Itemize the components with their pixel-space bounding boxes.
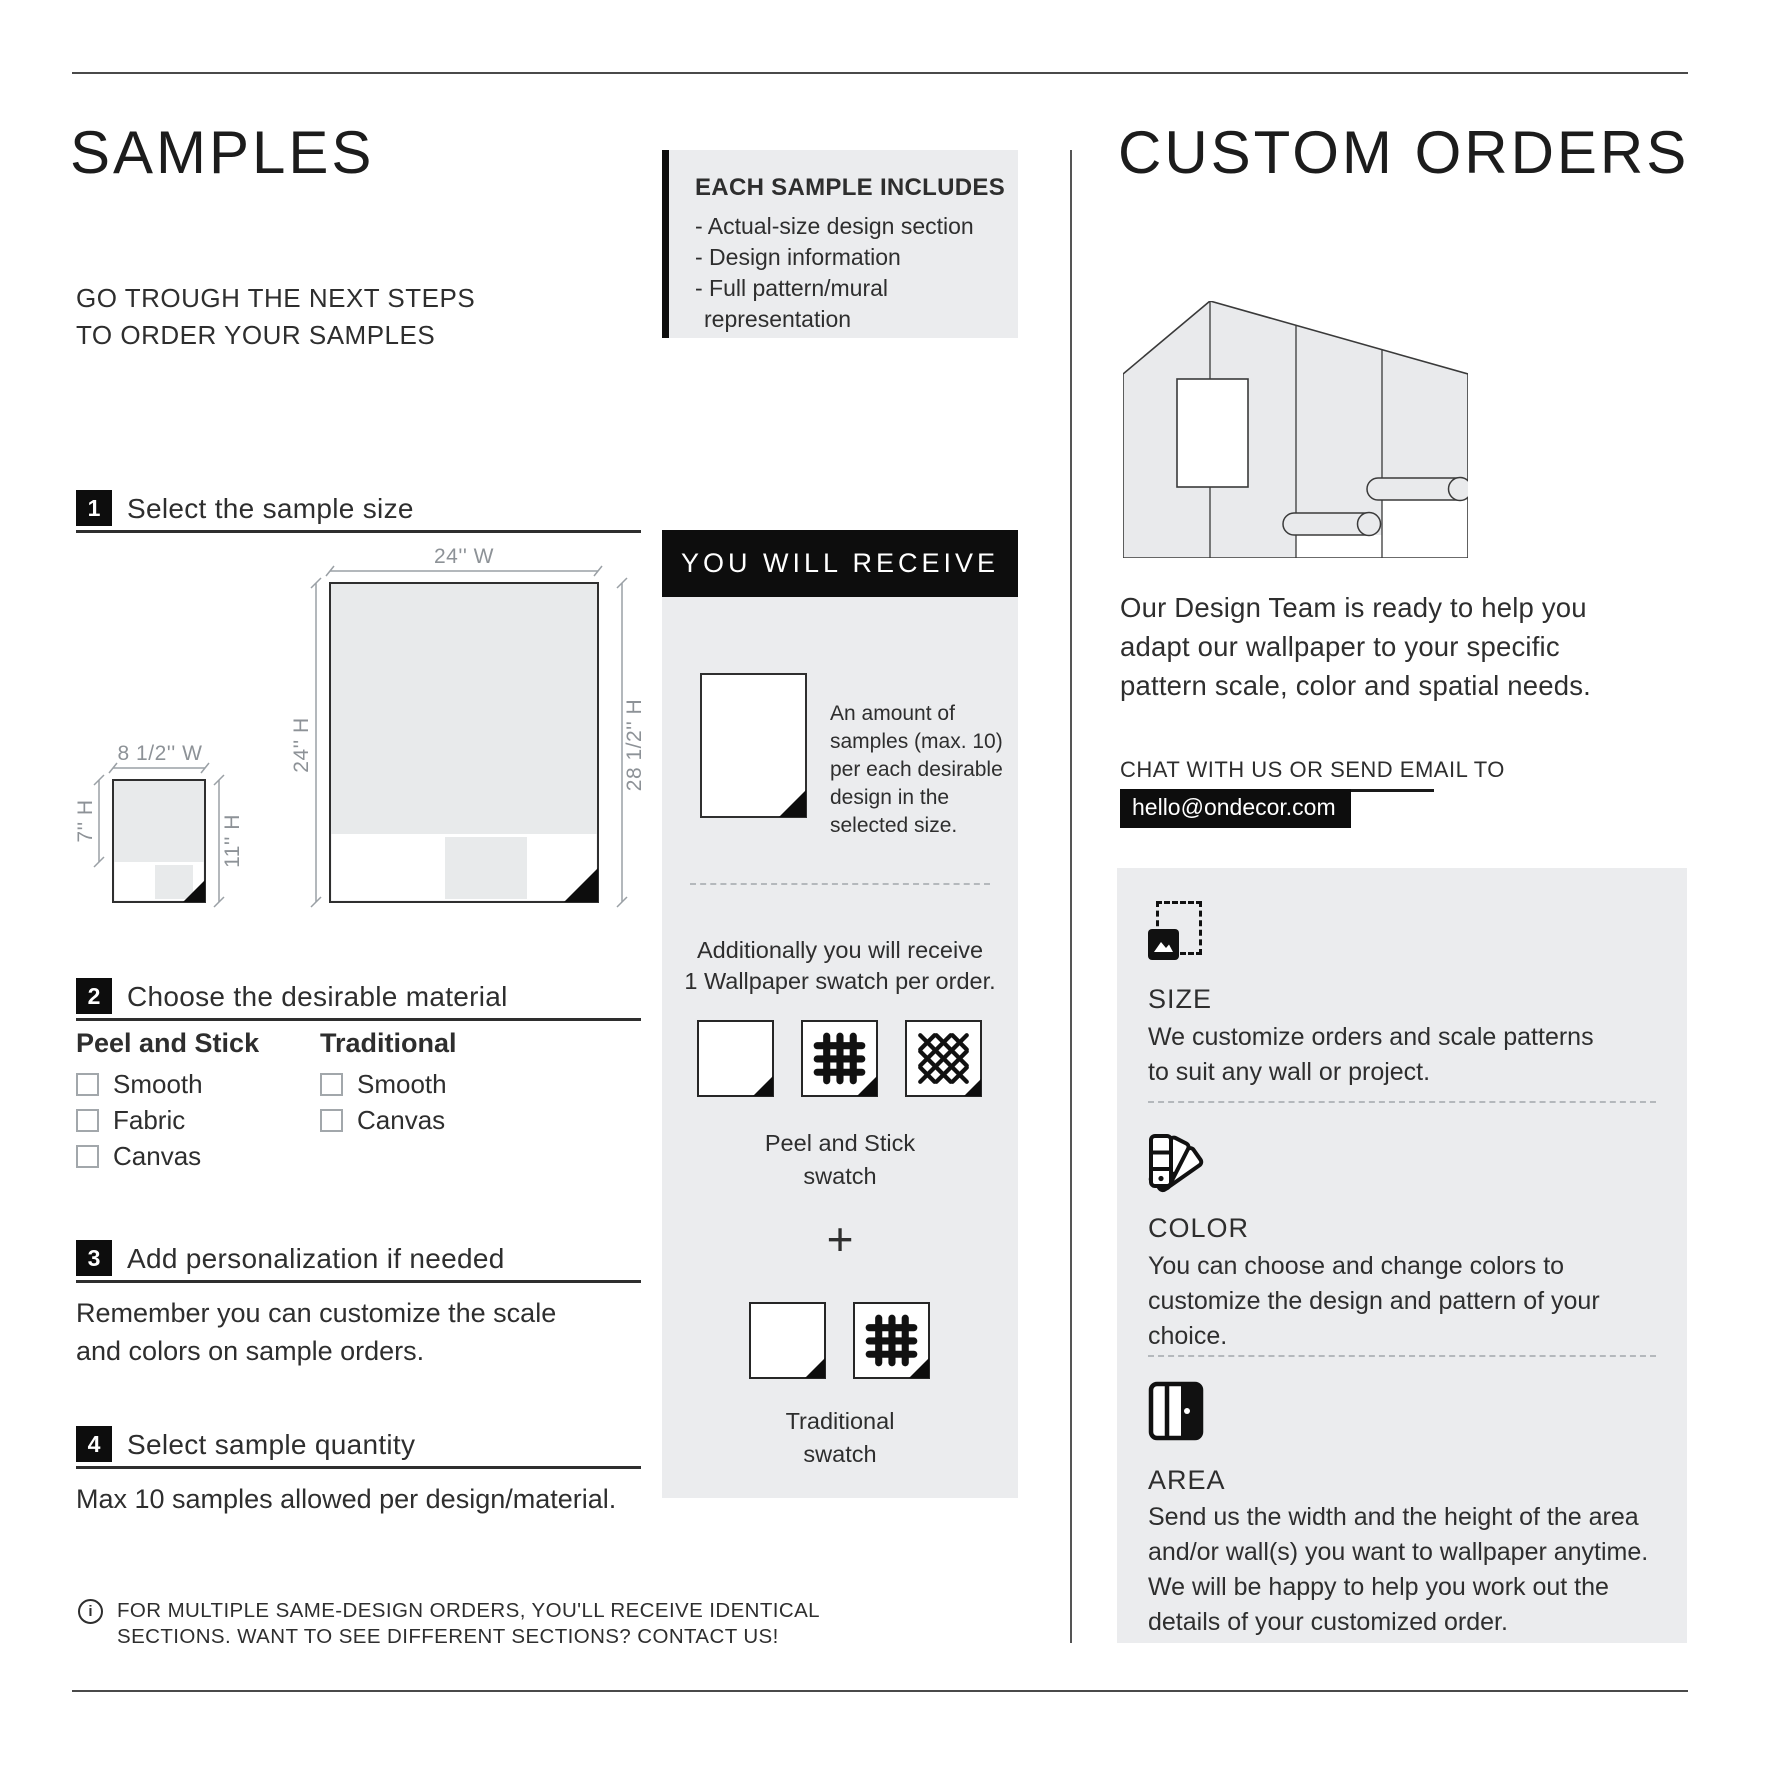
blank-swatch-icon — [749, 1302, 826, 1379]
traditional-title: Traditional — [320, 1028, 457, 1058]
peel-swatch-label: Peel and Stick swatch — [764, 1130, 916, 1189]
amount-note: An amount of samples (max. 10) per each desirable design in the selected size. — [830, 702, 1003, 837]
feature-area-desc: Send us the width and the height of the area and/or wall(s) you want to wallpaper anytime. We will be happy to help you work out the details of your customized order. — [1148, 1503, 1649, 1636]
step-4-label: Select sample quantity — [127, 1429, 416, 1460]
material-option-row: Smooth — [76, 1066, 203, 1102]
small-sample-width-label: 8 1/2'' W — [117, 742, 203, 765]
additional-note: Additionally you will receive 1 Wallpaper swatch per order. — [684, 937, 996, 994]
includes-item: - Actual-size design section — [695, 213, 974, 239]
material-option-row: Smooth — [320, 1066, 447, 1102]
step-3-underline — [76, 1280, 641, 1283]
bottom-rule — [72, 1690, 1688, 1692]
dashed-separator — [1148, 1101, 1656, 1103]
includes-item: - Full pattern/mural — [695, 275, 889, 301]
step-1-number: 1 — [76, 490, 112, 526]
footer-note-text: FOR MULTIPLE SAME-DESIGN ORDERS, YOU'LL RECEIVE IDENTICAL SECTIONS. WANT TO SEE DIFFERENT SECTIONS? CONTACT US! — [117, 1599, 820, 1648]
feature-area-name: AREA — [1148, 1465, 1226, 1495]
checkbox[interactable] — [76, 1109, 99, 1132]
step-4-number: 4 — [76, 1426, 112, 1462]
step-1-label: Select the sample size — [127, 493, 414, 524]
top-rule — [72, 72, 1688, 74]
folded-corner-icon — [805, 1358, 825, 1378]
peel-and-stick-title: Peel and Stick — [76, 1028, 260, 1058]
step-2-label: Choose the desirable material — [127, 981, 508, 1012]
size-icon — [1148, 901, 1208, 965]
small-sample-graphic — [75, 742, 305, 917]
large-sample-graphic — [300, 545, 645, 925]
chat-label: CHAT WITH US OR SEND EMAIL TO — [1120, 757, 1505, 782]
folded-corner-icon — [909, 1358, 929, 1378]
folded-corner-icon — [753, 1076, 773, 1096]
feature-color-desc: You can choose and change colors to customize the design and pattern of your choice. — [1148, 1252, 1600, 1350]
material-option-row: Canvas — [76, 1138, 203, 1174]
custom-intro: Our Design Team is ready to help you adapt our wallpaper to your specific pattern scale, color and spatial needs. — [1120, 592, 1592, 701]
folded-corner-icon — [779, 790, 806, 817]
you-will-receive-banner: YOU WILL RECEIVE — [662, 530, 1018, 597]
includes-item: representation — [704, 306, 852, 332]
traditional-swatch-label: Traditional swatch — [785, 1408, 895, 1467]
area-icon — [1148, 1381, 1204, 1446]
feature-color-name: COLOR — [1148, 1213, 1250, 1243]
grid-swatch-icon — [801, 1020, 878, 1097]
step-1-underline — [76, 530, 641, 533]
large-sample-width-label: 24'' W — [433, 545, 495, 568]
feature-size-desc: We customize orders and scale patterns to suit any wall or project. — [1148, 1023, 1594, 1086]
step-3-note: Remember you can customize the scale and colors on sample orders. — [76, 1298, 557, 1366]
footer-note — [78, 1598, 820, 1650]
step-1-header — [76, 490, 414, 526]
material-option-row: Canvas — [320, 1102, 447, 1138]
material-option-row: Fabric — [76, 1102, 203, 1138]
small-sample-diagram — [75, 742, 305, 917]
large-sample-diagram — [290, 545, 646, 925]
step-3-label: Add personalization if needed — [127, 1243, 505, 1274]
dashed-separator — [690, 883, 990, 885]
plus-icon: + — [826, 1213, 854, 1265]
folded-corner-icon — [857, 1076, 877, 1096]
sample-includes-box — [662, 150, 1018, 338]
color-icon — [1148, 1130, 1210, 1199]
info-icon: i — [78, 1599, 103, 1624]
step-4-header — [76, 1426, 415, 1462]
step-3-header — [76, 1240, 505, 1276]
checkbox[interactable] — [320, 1109, 343, 1132]
traditional-swatch-row — [749, 1302, 930, 1379]
small-sample-height-right-label: 11'' H — [221, 814, 244, 868]
includes-title: EACH SAMPLE INCLUDES — [695, 174, 1006, 201]
folded-corner-icon — [964, 1079, 981, 1096]
step-2-header — [76, 978, 508, 1014]
step-4-note: Max 10 samples allowed per design/material. — [76, 1484, 617, 1514]
email-link[interactable]: hello@ondecor.com — [1120, 789, 1351, 828]
large-sample-height-right-label: 28 1/2'' H — [623, 698, 646, 792]
sample-page-icon — [700, 673, 807, 818]
checkbox[interactable] — [76, 1145, 99, 1168]
small-sample-height-left-label: 7'' H — [74, 799, 97, 843]
traditional-options — [320, 1066, 447, 1138]
samples-title: SAMPLES — [70, 119, 375, 186]
large-sample-height-left-label: 24'' H — [290, 717, 313, 773]
checkbox[interactable] — [320, 1073, 343, 1096]
peel-swatch-row — [697, 1020, 982, 1097]
step-3-number: 3 — [76, 1240, 112, 1276]
grid-swatch-icon — [853, 1302, 930, 1379]
includes-item: - Design information — [695, 244, 901, 270]
column-divider — [1070, 150, 1072, 1643]
step-4-underline — [76, 1466, 641, 1469]
step-2-number: 2 — [76, 978, 112, 1014]
blank-swatch-icon — [697, 1020, 774, 1097]
dashed-separator — [1148, 1355, 1656, 1357]
custom-orders-title: CUSTOM ORDERS — [1118, 119, 1690, 186]
custom-features-panel — [1117, 868, 1687, 1643]
samples-intro: GO TROUGH THE NEXT STEPS TO ORDER YOUR SAMPLES — [76, 283, 476, 350]
house-illustration — [1123, 301, 1468, 558]
feature-size-name: SIZE — [1148, 984, 1213, 1014]
crosshatch-swatch-icon — [905, 1020, 982, 1097]
peel-options — [76, 1066, 203, 1174]
email-chip-wrap — [1120, 789, 1351, 828]
step-2-underline — [76, 1018, 641, 1021]
checkbox[interactable] — [76, 1073, 99, 1096]
